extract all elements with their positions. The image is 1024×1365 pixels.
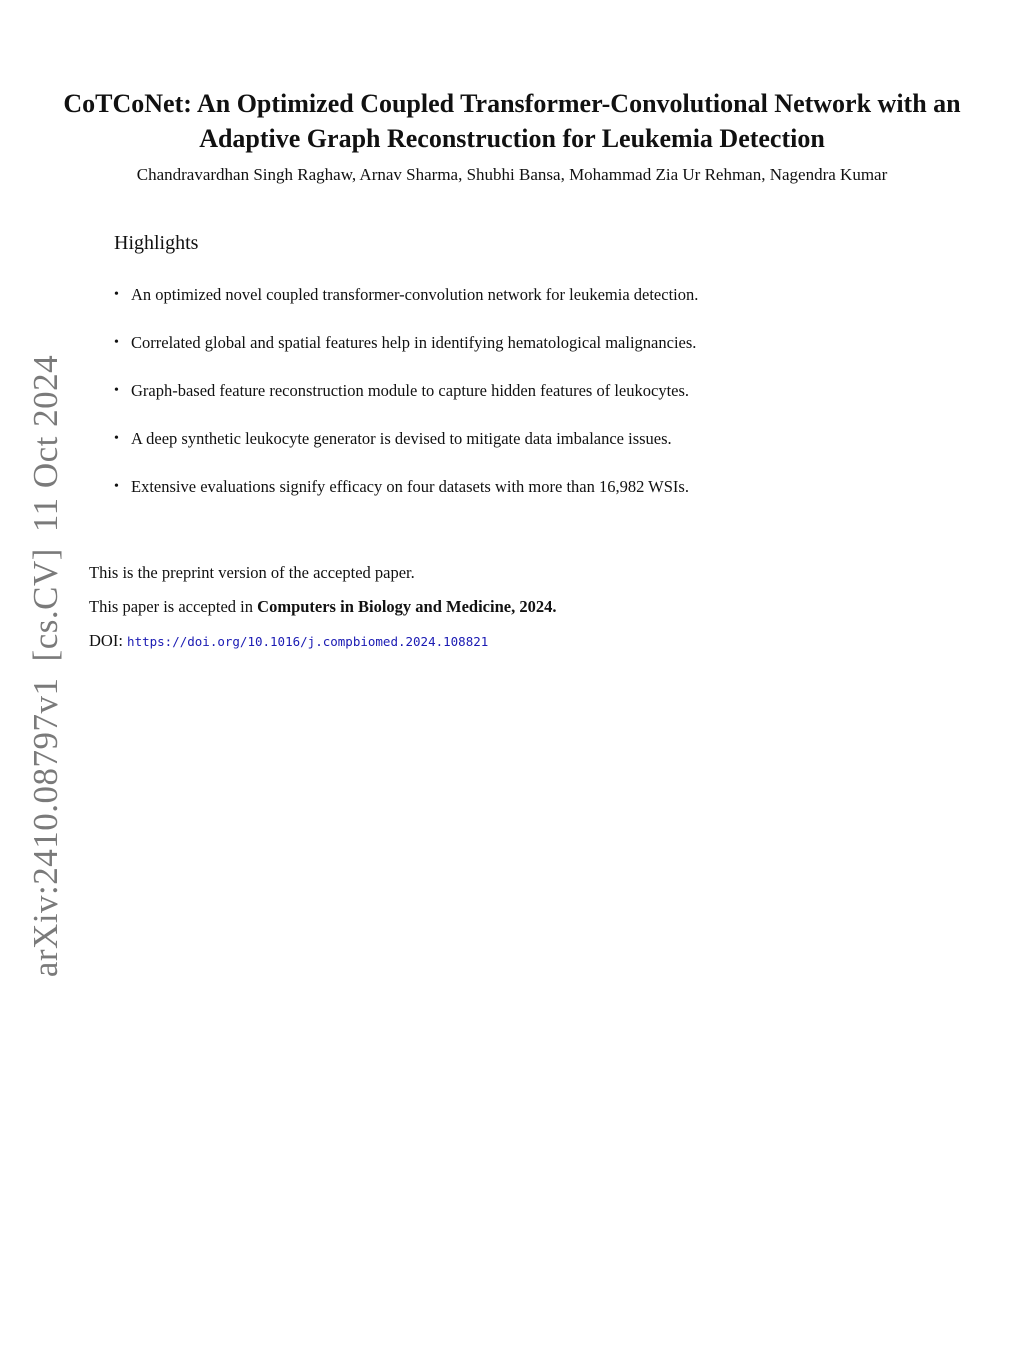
- highlight-text: Correlated global and spatial features help in identifying hematological malignancies.: [131, 333, 697, 352]
- bullet-icon: •: [114, 335, 119, 350]
- highlight-text: An optimized novel coupled transformer-convolution network for leukemia detection.: [131, 285, 699, 304]
- arxiv-date: 11 Oct 2024: [26, 354, 65, 533]
- journal-name: Computers in Biology and Medicine, 2024.: [257, 597, 557, 616]
- acceptance-note: [89, 596, 949, 630]
- highlight-item: [114, 476, 934, 524]
- bullet-icon: •: [114, 479, 119, 494]
- arxiv-id: arXiv:2410.08797v1: [26, 677, 65, 978]
- paper-title: [60, 86, 964, 156]
- author-list: Chandravardhan Singh Raghaw, Arnav Sharma, Shubhi Bansa, Mohammad Zia Ur Rehman, Nagendra Kumar: [136, 165, 888, 184]
- doi-link[interactable]: https://doi.org/10.1016/j.compbiomed.2024.108821: [127, 634, 489, 649]
- publication-notes: [89, 562, 949, 664]
- paper-title-line-2: Adaptive Graph Reconstruction for Leukemia Detection: [199, 124, 825, 153]
- highlight-text: A deep synthetic leukocyte generator is devised to mitigate data imbalance issues.: [131, 429, 672, 448]
- paper-title-line-1: CoTCoNet: An Optimized Coupled Transformer-Convolutional Network with an: [63, 89, 961, 118]
- highlight-item: [114, 428, 934, 476]
- highlights-heading: Highlights: [114, 232, 199, 254]
- arxiv-stamp: [26, 355, 66, 977]
- highlight-item: [114, 380, 934, 428]
- preprint-note: This is the preprint version of the accepted paper.: [89, 563, 415, 582]
- bullet-icon: •: [114, 431, 119, 446]
- doi-line: [89, 630, 949, 664]
- bullet-icon: •: [114, 287, 119, 302]
- highlight-item: [114, 332, 934, 380]
- doi-label: DOI:: [89, 631, 128, 650]
- highlight-text: Graph-based feature reconstruction module to capture hidden features of leukocytes.: [131, 381, 690, 400]
- highlights-list: [114, 284, 934, 524]
- highlight-item: [114, 284, 934, 332]
- acceptance-prefix: This paper is accepted in: [89, 597, 258, 616]
- arxiv-category: [cs.CV]: [26, 548, 65, 662]
- bullet-icon: •: [114, 383, 119, 398]
- highlight-text: Extensive evaluations signify efficacy on four datasets with more than 16,982 WSIs.: [131, 477, 689, 496]
